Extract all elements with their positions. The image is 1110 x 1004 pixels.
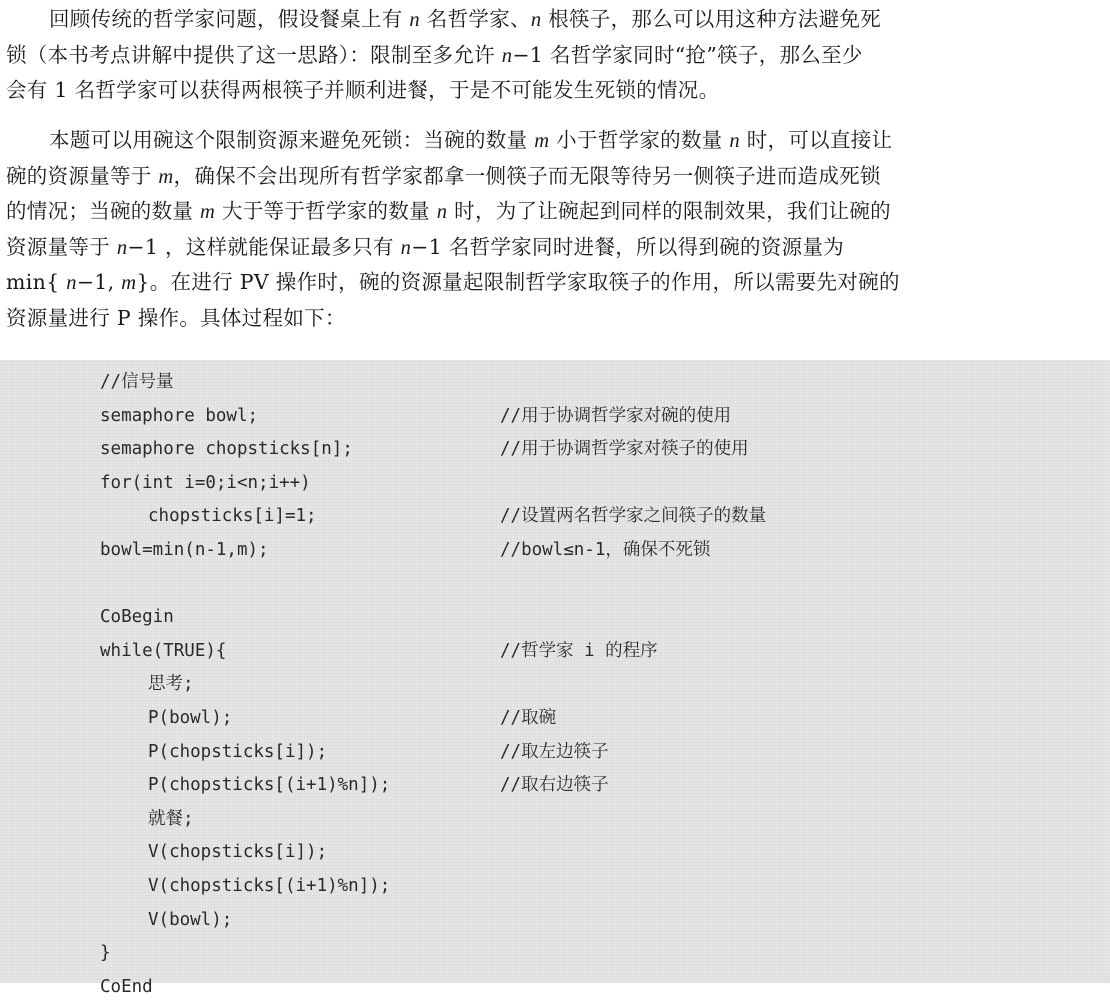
code-line bbox=[100, 568, 390, 602]
code-text: CoBegin bbox=[100, 607, 174, 628]
code-line bbox=[100, 769, 609, 803]
code-line bbox=[100, 904, 390, 938]
paragraph-line: 资源量等于 n−1 ，这样就能保证最多只有 n−1 名哲学家同时进餐，所以得到碗的资源量为 bbox=[6, 234, 845, 259]
paragraph-line: 本题可以用碗这个限制资源来避免死锁：当碗的数量 m 小于哲学家的数量 n 时，可以直接让 bbox=[49, 128, 893, 152]
code-text: 思考; bbox=[148, 674, 194, 695]
code-comment: //bowl≤n-1，确保不死锁 bbox=[500, 539, 711, 560]
math-variable: n bbox=[530, 9, 542, 31]
paragraph-intro bbox=[6, 2, 1104, 108]
math-variable: m bbox=[534, 130, 550, 152]
code-line bbox=[100, 601, 390, 635]
code-text: semaphore bowl; bbox=[100, 405, 259, 426]
code-text: for(int i=0;i<n;i++) bbox=[100, 472, 311, 493]
code-line bbox=[100, 534, 711, 568]
code-text: V(chopsticks[i]); bbox=[148, 842, 328, 863]
math-variable: n bbox=[501, 44, 513, 67]
paragraph-solution bbox=[6, 123, 1104, 335]
code-line bbox=[100, 668, 390, 702]
math-variable: n bbox=[400, 236, 412, 259]
code-comment: //取碗 bbox=[500, 707, 557, 728]
code-line bbox=[100, 803, 390, 837]
code-comment: //设置两名哲学家之间筷子的数量 bbox=[500, 506, 767, 527]
code-line bbox=[100, 433, 749, 467]
code-text: 就餐; bbox=[148, 808, 194, 829]
code-text: while(TRUE){ bbox=[100, 640, 227, 661]
paragraph-line: 锁（本书考点讲解中提供了这一思路）：限制至多允许 n−1 名哲学家同时“抢”筷子，那么至少 bbox=[6, 42, 863, 67]
code-line bbox=[100, 702, 557, 736]
code-comment: //哲学家 i 的程序 bbox=[500, 640, 658, 661]
math-variable: n bbox=[116, 236, 128, 259]
code-text: chopsticks[i]=1; bbox=[148, 506, 317, 527]
code-text: V(chopsticks[(i+1)%n]); bbox=[148, 875, 391, 896]
code-line bbox=[100, 836, 390, 870]
paragraph-line: 碗的资源量等于 m，确保不会出现所有哲学家都拿一侧筷子而无限等待另一侧筷子进而造成死锁 bbox=[6, 163, 881, 188]
code-text: semaphore chopsticks[n]; bbox=[100, 439, 353, 460]
code-line bbox=[100, 400, 732, 434]
code-line bbox=[100, 870, 390, 904]
math-variable: m bbox=[121, 272, 137, 294]
code-text: V(bowl); bbox=[148, 909, 233, 930]
math-variable: n bbox=[409, 9, 420, 31]
code-block bbox=[0, 360, 1110, 997]
code-line bbox=[100, 366, 390, 400]
math-variable: m bbox=[200, 201, 216, 223]
code-line bbox=[100, 500, 767, 534]
code-text: CoEnd bbox=[100, 976, 153, 997]
code-comment: //用于协调哲学家对筷子的使用 bbox=[500, 439, 749, 460]
code-comment: //取左边筷子 bbox=[500, 741, 609, 762]
code-line bbox=[100, 937, 390, 971]
code-text: bowl=min(n-1,m); bbox=[100, 539, 269, 560]
code-text: //信号量 bbox=[100, 372, 174, 392]
paragraph-line: min{ n−1, m}。在进行 PV 操作时，碗的资源量起限制哲学家取筷子的作用，所以需要先对碗的 bbox=[6, 270, 900, 294]
math-variable: n bbox=[729, 130, 740, 152]
code-comment: //取右边筷子 bbox=[500, 775, 609, 796]
paragraph-line: 会有 1 名哲学家可以获得两根筷子并顺利进餐，于是不可能发生死锁的情况。 bbox=[6, 78, 720, 102]
code-comment: //用于协调哲学家对碗的使用 bbox=[500, 405, 732, 426]
code-line bbox=[100, 971, 390, 1004]
code-line bbox=[100, 467, 390, 501]
code-line bbox=[100, 736, 609, 770]
math-variable: n bbox=[66, 272, 77, 294]
code-line bbox=[100, 635, 658, 669]
code-listing bbox=[100, 366, 767, 1004]
code-text: P(chopsticks[i]); bbox=[148, 741, 328, 762]
paragraph-line: 资源量进行 P 操作。具体过程如下： bbox=[6, 305, 346, 330]
paragraph-line: 回顾传统的哲学家问题，假设餐桌上有 n 名哲学家、n 根筷子，那么可以用这种方法避免死 bbox=[49, 7, 881, 31]
code-text: } bbox=[100, 943, 111, 964]
code-text: P(bowl); bbox=[148, 707, 233, 728]
paragraph-line: 的情况；当碗的数量 m 大于等于哲学家的数量 n 时，为了让碗起到同样的限制效果，我们让碗的 bbox=[6, 199, 891, 223]
math-variable: m bbox=[158, 165, 174, 188]
code-text: P(chopsticks[(i+1)%n]); bbox=[148, 775, 391, 796]
math-variable: n bbox=[436, 201, 448, 223]
